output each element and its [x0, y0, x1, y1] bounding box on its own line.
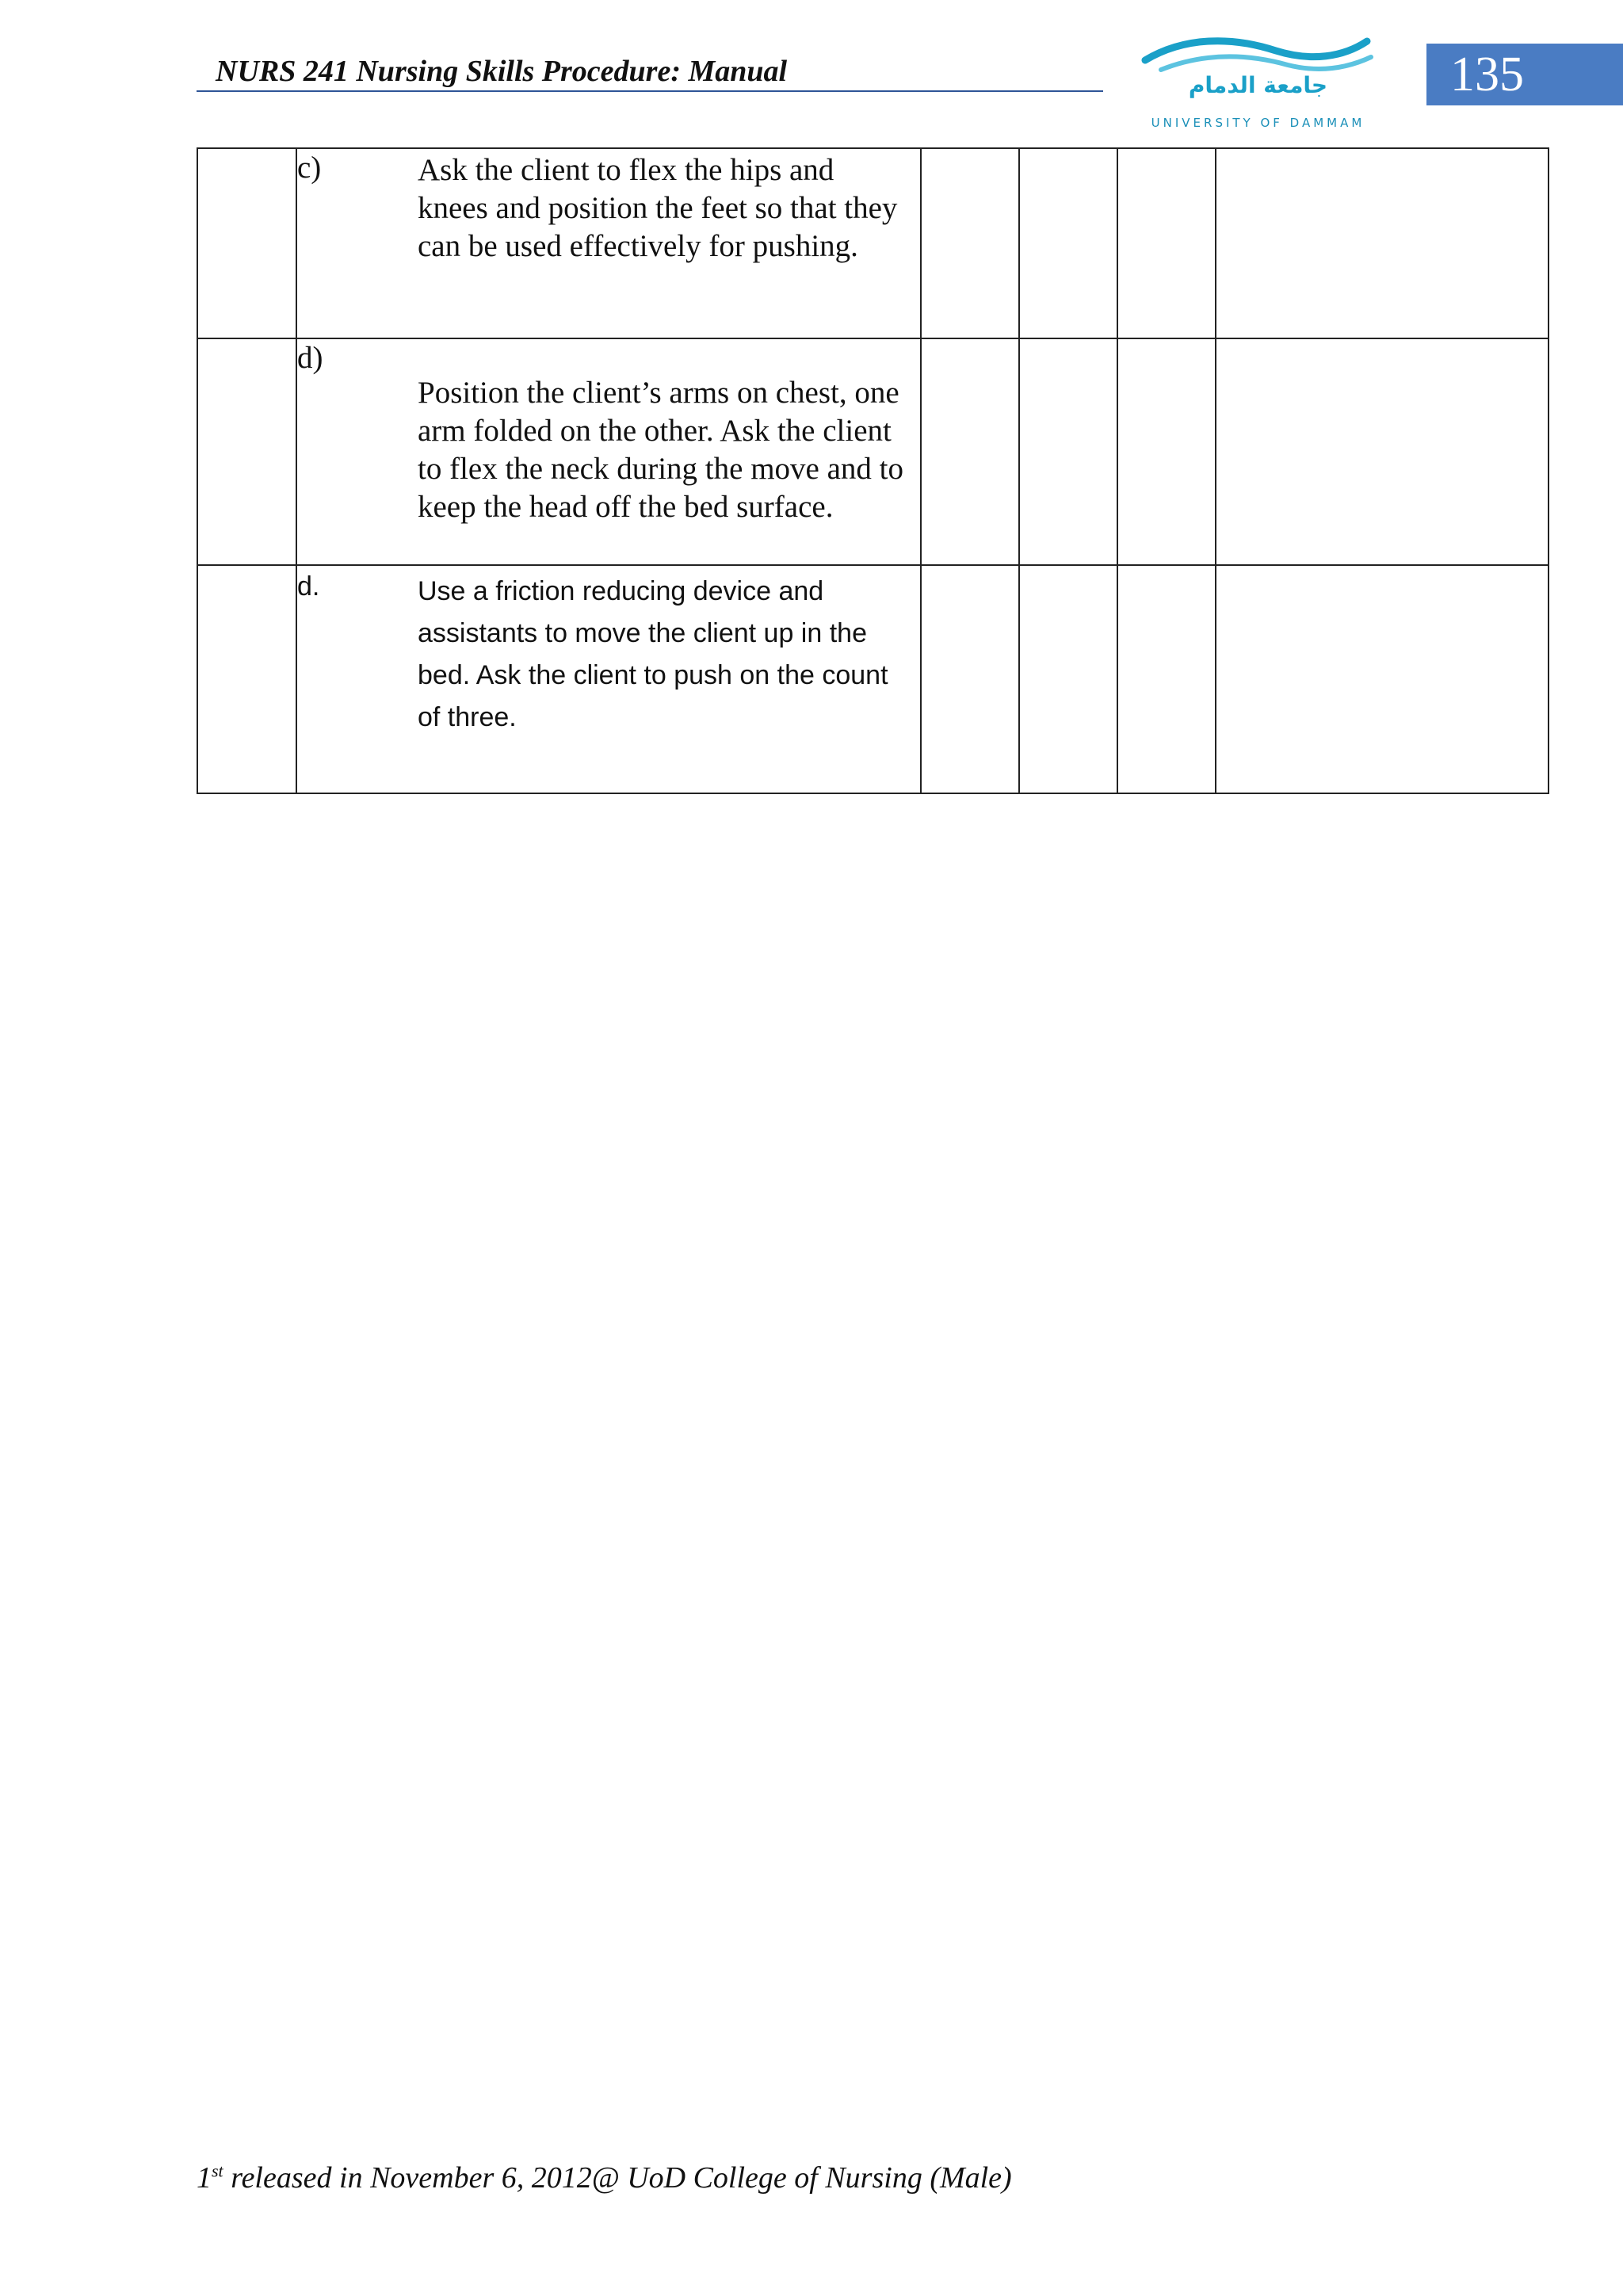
step-number-cell [197, 565, 296, 793]
table-row [197, 565, 1549, 793]
step-text: Ask the client to flex the hips and knees and position the feet so that they can be used effectively for pushing. [418, 153, 898, 263]
comments-cell[interactable] [1216, 148, 1549, 338]
procedure-checklist-table [197, 147, 1549, 794]
check-cell[interactable] [1117, 148, 1216, 338]
step-item [297, 149, 920, 266]
footer-ordinal-suffix: st [212, 2160, 223, 2181]
header-rule [197, 90, 1103, 92]
footer-release-note [197, 2160, 1012, 2195]
page-number-box [1426, 44, 1623, 105]
check-cell[interactable] [1117, 565, 1216, 793]
table-row [197, 148, 1549, 338]
step-description-cell [296, 338, 921, 565]
step-marker: c) [297, 151, 322, 185]
logo-latin-text: UNIVERSITY OF DAMMAM [1151, 116, 1365, 130]
check-cell[interactable] [1019, 338, 1117, 565]
check-cell[interactable] [1019, 565, 1117, 793]
comments-cell[interactable] [1216, 338, 1549, 565]
step-description-cell [296, 148, 921, 338]
logo-arabic-text: جامعة الدمام [1188, 72, 1328, 98]
check-cell[interactable] [1117, 338, 1216, 565]
logo-wave-icon [1129, 30, 1387, 78]
step-number-cell [197, 338, 296, 565]
check-cell[interactable] [921, 338, 1019, 565]
step-number-cell [197, 148, 296, 338]
check-cell[interactable] [921, 565, 1019, 793]
table-row [197, 338, 1549, 565]
step-marker: d. [297, 571, 320, 602]
university-logo [1129, 30, 1399, 130]
step-text: Position the client’s arms on chest, one arm folded on the other. Ask the client to flex the neck during the move and to keep the head off the bed surface. [418, 376, 903, 524]
comments-cell[interactable] [1216, 565, 1549, 793]
step-description-cell [296, 565, 921, 793]
step-item [297, 566, 920, 739]
footer-ordinal-number: 1 [197, 2161, 212, 2195]
footer-text: released in November 6, 2012@ UoD College of Nursing (Male) [223, 2161, 1012, 2195]
check-cell[interactable] [1019, 148, 1117, 338]
page-number: 135 [1450, 48, 1524, 101]
step-item [297, 339, 920, 526]
step-text: Use a friction reducing device and assistants to move the client up in the bed. Ask the client to push on the count of three. [418, 576, 888, 732]
document-title: NURS 241 Nursing Skills Procedure: Manual [216, 55, 788, 88]
check-cell[interactable] [921, 148, 1019, 338]
step-marker: d) [297, 341, 323, 375]
